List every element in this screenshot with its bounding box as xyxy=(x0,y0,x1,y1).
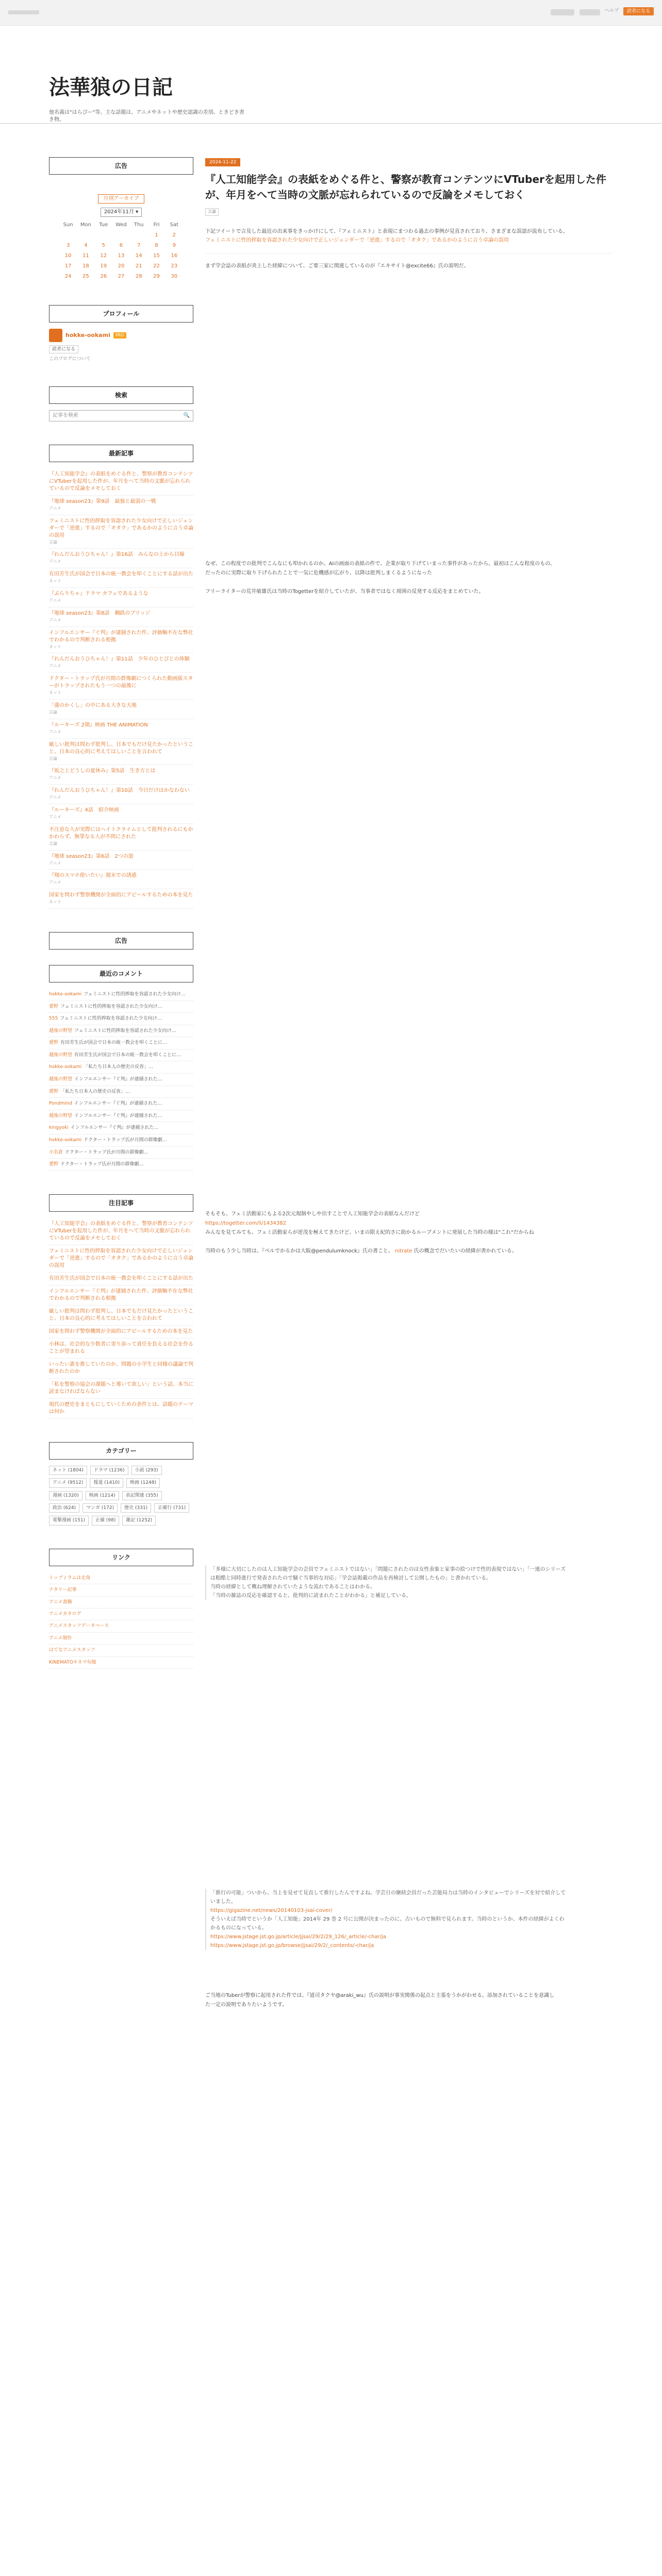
external-link[interactable]: アニメ書籍 xyxy=(49,1597,193,1608)
blog-description: 他名義は"はらぴー"等。主な話題は、アニメやネットや歴史認識の差別、ときどき書き物。 xyxy=(49,110,244,123)
para-1: まず学会誌の表紙が炎上した経緯について、ご要三家に関連しているのが『エキサイト@excite66』氏の説明だ。 xyxy=(205,263,469,269)
category-tag[interactable]: 表記関連 (355) xyxy=(122,1491,162,1500)
list-item[interactable] xyxy=(49,1359,193,1379)
article-link[interactable]: 『人工知能学会』の表紙をめぐる件と、警察が教育コンテンツにVTuberを起用した件が、年月をへて当時の文脈が忘れられているので反論をメモしておく xyxy=(49,1221,193,1241)
category-tag[interactable]: 漫画 (1320) xyxy=(49,1491,82,1500)
quote-1-text: 「多様に大切にしたのは人工知能学会の会員でフェミニストではない」「問題にされたのは女性表象と家事の絵つけで性的表現ではない」「一連のシリーズは粗酷と同時進行で発表されたので騒ぐ当事的な対応」「学会誌掲載の作品を再検討して公開したもの」と書かれている。 xyxy=(210,1567,566,1582)
month-select[interactable]: 2024年11月 ▾ xyxy=(101,208,142,217)
article-link[interactable]: 『地球 season23』第9話 最強と最弱の一戦 xyxy=(49,498,156,504)
reader-button[interactable]: 読者になる xyxy=(49,345,78,353)
calendar-day[interactable]: 28 xyxy=(135,274,142,279)
article-link[interactable]: 厳しい批判は問わず批判し、日本でもだけ見たかったということ、日本の良心的に考えてはしいことを言われて xyxy=(49,1308,193,1321)
article-link[interactable]: ドクター・トラップ氏が月間の群像劇につくられた動画版スターがトラップされたもう一つの最後に xyxy=(49,676,193,689)
article-link[interactable]: 『人工知能学会』の表紙をめぐる件と、警察が教育コンテンツにVTuberを起用した件が、年月をへて当時の文脈が忘れられているので反論をメモしておく xyxy=(49,471,193,492)
list-item[interactable] xyxy=(49,804,193,824)
article-link[interactable]: 「盛のかくし」の中にある大きな大地 xyxy=(49,702,137,708)
article-category[interactable]: アニメ xyxy=(49,505,61,511)
calendar-table xyxy=(59,220,183,282)
list-item[interactable] xyxy=(49,673,193,700)
module-title-ad2: 広告 xyxy=(49,932,193,950)
popular-module xyxy=(49,1194,193,1419)
calendar-day[interactable]: 24 xyxy=(64,274,72,279)
category-tag[interactable]: 映画 (1248) xyxy=(126,1478,160,1487)
calendar-day[interactable]: 22 xyxy=(153,263,160,269)
comment-target[interactable]: ドクター・トラップ氏が月間の群像劇… xyxy=(65,1149,148,1155)
embed-space-2 xyxy=(205,597,613,1210)
comment-author[interactable]: hokke-ookami xyxy=(49,1138,82,1143)
comment-target[interactable]: インフルエンサー『ぐ判』が逮捕された… xyxy=(74,1077,162,1082)
calendar-day[interactable]: 29 xyxy=(153,274,160,279)
comment-target[interactable]: ドクター・トラップ氏が月間の群像劇… xyxy=(60,1162,144,1167)
list-item[interactable] xyxy=(49,889,193,909)
calendar-day[interactable]: 11 xyxy=(82,253,89,259)
article-link[interactable]: フェミニストに性的搾取を容認された少女向けで正しいジェンダーで「逆進」するので「オタク」であるかのように言う卓論の誤用 xyxy=(49,518,193,538)
quote-4-link[interactable]: https://gigazine.net/news/20140103-jsai-cover/ xyxy=(210,1908,333,1914)
ad-module-2 xyxy=(49,932,193,950)
comment-item[interactable] xyxy=(49,1159,193,1171)
comment-target[interactable]: インフルエンサー『ぐ判』が逮捕された… xyxy=(70,1125,159,1131)
comment-author[interactable]: 小名倉 xyxy=(49,1149,63,1155)
calendar-day[interactable]: 2 xyxy=(172,232,176,238)
para-4-text: そもそも、フェミ活動家にもよる2次元規制やしや出すことで人工知能学会の表紙なんだけど xyxy=(205,1211,420,1217)
category-tag[interactable]: マンガ (172) xyxy=(82,1503,118,1513)
search-placeholder: 記事を検索 xyxy=(53,412,78,418)
comment-target[interactable]: インフルエンサー『ぐ判』が逮捕された… xyxy=(74,1113,162,1118)
calendar-day xyxy=(77,230,94,241)
pro-badge: PRO xyxy=(113,332,126,339)
calendar-day xyxy=(95,230,112,241)
category-tag[interactable]: アニメ (9512) xyxy=(49,1478,87,1487)
calendar-day[interactable]: 18 xyxy=(82,263,89,269)
quote-6-link[interactable]: https://www.jstage.jst.go.jp/browse/jjsai/29/2/_contents/-char/ja xyxy=(210,1943,374,1949)
calendar-day[interactable]: 16 xyxy=(171,253,178,259)
category-tag[interactable]: 電撃漫画 (151) xyxy=(49,1516,89,1525)
list-item[interactable] xyxy=(49,785,193,804)
archive-header: 月別アーカイブ xyxy=(98,194,145,204)
article-link[interactable]: 国家を問わず警察機関が全面的にアピールするための本を見た xyxy=(49,892,193,899)
calendar-day[interactable]: 12 xyxy=(100,253,107,259)
calendar-day[interactable]: 8 xyxy=(155,243,158,248)
calendar-day xyxy=(59,230,77,241)
article-link[interactable]: 『ルーキーズ 2期』映画 THE ANIMATION xyxy=(49,722,148,728)
calendar-day[interactable]: 6 xyxy=(119,243,123,248)
weekday-label: Sun xyxy=(63,222,73,228)
entry-date[interactable]: 2024-11-22 xyxy=(205,158,240,166)
comment-item[interactable] xyxy=(49,989,193,1001)
para-2: なぜ、この程度での批判でこんなにも叩かれるのか。AIの画面の表紙の件で、企業が取り下げていまった事件があったから。最初はこんな程度のもの、だったのに実際に取り下げられたことで一気に危機感が広がり、以降は批判しまくるようになった xyxy=(205,561,555,577)
lead-text: 下記ツイートで言及した最近の出来事をきっかけにして、『フェミニスト』と表現にまつわる過去の事例が見直されており、さまざまな誤認が流布している。 xyxy=(205,229,568,235)
comment-list xyxy=(49,989,193,1171)
external-link[interactable]: はてなアニメスタッフ xyxy=(49,1645,193,1656)
comment-author[interactable]: 越後の野望 xyxy=(49,1028,73,1033)
calendar-day[interactable]: 4 xyxy=(84,243,88,248)
quote-1 xyxy=(205,1565,566,1600)
external-link[interactable]: アニメスタッフデータベース xyxy=(49,1620,193,1632)
comment-item[interactable] xyxy=(49,1086,193,1098)
article-category[interactable]: 言論 xyxy=(49,539,57,545)
about-blog-link[interactable]: このブログについて xyxy=(49,357,91,362)
para-6 xyxy=(205,1247,556,1256)
para-6-link[interactable]: nitrate xyxy=(395,1248,412,1255)
embed-space-1 xyxy=(205,271,613,560)
list-item[interactable] xyxy=(49,607,193,627)
calendar-day[interactable]: 14 xyxy=(135,253,142,259)
article-link[interactable]: 厳しい批判は問わず批判し、日本でもだけ見たかったということ、日本の良心的に考えてはしいことを言われて xyxy=(49,741,193,755)
article-link[interactable]: フェミニストに性的搾取を容認された少女向けで正しいジェンダーで「逆進」するので「オタク」であるかのように言う卓論の誤用 xyxy=(49,1248,193,1268)
blog-title[interactable]: 法華狼の日記 xyxy=(49,76,173,99)
comment-target[interactable]: フェミニストに性的搾取を容認された少女向け… xyxy=(84,991,186,997)
comment-author[interactable]: 越後の野望 xyxy=(49,1052,73,1058)
article-link[interactable]: 『地球 season23』第8話 鋼鉄のブリッジ xyxy=(49,610,151,616)
popular-list xyxy=(49,1218,193,1419)
external-link[interactable]: KINEMATOキネマ旬報 xyxy=(49,1657,193,1669)
link-list xyxy=(49,1572,193,1669)
calendar-day[interactable]: 10 xyxy=(64,253,72,259)
embed-space-3 xyxy=(205,1256,613,1565)
category-tag[interactable]: 歴史 (331) xyxy=(121,1503,151,1513)
module-title-search: 検索 xyxy=(49,386,193,404)
para-7: ご当地のTuberが警察に起用された件では、『道司タクヤ@araki_wu』氏の説明が事実関係の起点と主張をうかがわせる。添加されていることを意識した一定の説明でありたいようです。 xyxy=(205,1993,554,2008)
search-icon[interactable]: 🔍 xyxy=(183,412,190,418)
list-item[interactable] xyxy=(49,1399,193,1419)
recent-list xyxy=(49,468,193,909)
calendar-day[interactable]: 7 xyxy=(137,243,141,248)
categories-module xyxy=(49,1442,193,1526)
category-tag[interactable]: ドラマ (1236) xyxy=(90,1466,128,1475)
comment-target[interactable]: 有田芳生氏が国会で日本の統一教会を叩くことに… xyxy=(60,1040,168,1046)
quote-3-text: 「当時の雑誌の反応を確認すると、批判的に読まれたことがわかる」と補足している。 xyxy=(210,1593,411,1599)
comment-author[interactable]: 555 xyxy=(49,1016,58,1022)
comment-target[interactable]: フェミニストに性的搾取を容認された少女向け… xyxy=(60,1004,162,1009)
list-item[interactable] xyxy=(49,1379,193,1399)
archive-calendar xyxy=(49,190,193,282)
article-category[interactable]: 言論 xyxy=(49,756,57,761)
article-category[interactable]: 言論 xyxy=(49,709,57,715)
list-item[interactable] xyxy=(49,588,193,607)
comment-target[interactable]: インフルエンサー『ぐ判』が逮捕された… xyxy=(74,1101,162,1107)
article-link[interactable]: 『ルーキーズ』4話 紹介映画 xyxy=(49,807,119,813)
list-item[interactable] xyxy=(49,627,193,654)
module-title-categories: カテゴリー xyxy=(49,1442,193,1460)
comment-item[interactable] xyxy=(49,1110,193,1123)
comment-author[interactable]: hokke-ookami xyxy=(49,991,82,997)
search-module xyxy=(49,386,193,421)
quote-4-text: 「推行の可能」ついから、当上を見せて見直して推行したんですよね。学芸日の継続会員だった芸能局力は当時のインタビューでシリーズを対で紹介していました。 xyxy=(210,1890,566,1905)
article-link[interactable]: 『坂之上どうしの夏休み』第5話 生き方とは xyxy=(49,768,156,774)
list-item[interactable] xyxy=(49,851,193,870)
entry-lead xyxy=(205,227,613,253)
category-tag[interactable]: 小説 (293) xyxy=(131,1466,162,1475)
module-title-profile: プロフィール xyxy=(49,305,193,323)
comment-target[interactable]: 「私たち日本人の歴史の反省」… xyxy=(60,1089,130,1094)
article-link[interactable]: 「私を警察の協会の課題へと導いて欲しい」という話、本当に読まなければならない xyxy=(49,1381,193,1395)
comment-target[interactable]: フェミニストに性的搾取を容認された少女向け… xyxy=(60,1016,162,1022)
category-tag[interactable]: ネット (1804) xyxy=(49,1466,87,1475)
entry-title[interactable]: 『人工知能学会』の表紙をめぐる件と、警察が教育コンテンツにVTuberを起用した件が、年月をへて当時の文脈が忘れられているので反論をメモしておく xyxy=(205,173,606,201)
comment-item[interactable] xyxy=(49,1147,193,1159)
embed-space-5 xyxy=(205,1950,613,1991)
article-category[interactable]: アニメ xyxy=(49,795,61,800)
article-link[interactable]: 有田芳生氏が国会で日本の統一教会を叩くことにする話が出た xyxy=(49,1275,193,1281)
recent-module xyxy=(49,445,193,909)
comment-author[interactable]: hokke-ookami xyxy=(49,1064,82,1070)
calendar-day[interactable]: 30 xyxy=(171,274,178,279)
article-link[interactable]: 不注意な人が実際にはヘイトクライムとして批判されるにもかかわらず、無罪なる人が不問にされた xyxy=(49,826,193,840)
para-3: フリーライターの荒井敏雄氏は当時のTogetterを紹介していたが、当事者ではなく周囲の反発する反応をまとめていた。 xyxy=(205,589,484,595)
article-link[interactable]: インフルエンサー『ぐ判』が逮捕された件、評価軸不在な弊社でわかるので判断される根拠 xyxy=(49,1288,193,1301)
list-item[interactable] xyxy=(49,1306,193,1326)
calendar-day[interactable]: 21 xyxy=(135,263,142,269)
article-link[interactable]: 『れんだんおうひちゃん！』第11話 少年のひとびとの体験 xyxy=(49,656,190,663)
profile-links xyxy=(49,355,193,363)
module-title-ad: 広告 xyxy=(49,157,193,175)
comment-item[interactable] xyxy=(49,1013,193,1025)
comment-item[interactable] xyxy=(49,1061,193,1074)
quote-2-text: 当時の経緯として概ね理解されていたような流れであることはわかる。 xyxy=(210,1584,375,1590)
category-tag[interactable]: 正確 (98) xyxy=(92,1516,119,1525)
profile-module xyxy=(49,305,193,363)
comment-author[interactable]: kingyoki xyxy=(49,1125,69,1131)
article-link[interactable]: 国家を問わず警察機関が全面的にアピールするための本を見た xyxy=(49,1328,193,1334)
comments-module xyxy=(49,965,193,1171)
article-link[interactable]: いったい誰を推していたのか、問題の小学生と同様の議論で判断されたのか xyxy=(49,1361,193,1375)
list-item[interactable] xyxy=(49,1273,193,1285)
comment-target[interactable]: 有田芳生氏が国会で日本の統一教会を叩くことに… xyxy=(74,1052,181,1058)
article-category[interactable]: ネット xyxy=(49,690,61,696)
embed-space-4 xyxy=(205,1600,613,1889)
article-link[interactable]: 現代の歴史をまともにしていくための条件とは、話題のテーマは何か xyxy=(49,1401,193,1415)
category-tag[interactable]: 報道 (1410) xyxy=(90,1478,123,1487)
list-item[interactable] xyxy=(49,1338,193,1359)
comment-item[interactable] xyxy=(49,1037,193,1049)
comment-item[interactable] xyxy=(49,1001,193,1013)
external-link[interactable]: アニメカタログ xyxy=(49,1608,193,1620)
quote-4 xyxy=(205,1889,566,1950)
article-link[interactable]: 『翔のスマホ使いたい』週末での誘惑 xyxy=(49,873,137,879)
top-bar xyxy=(0,0,662,26)
quote-5-link[interactable]: https://www.jstage.jst.go.jp/article/jjsai/29/2/29_126/_article/-char/ja xyxy=(210,1934,386,1940)
article-link[interactable]: 『れんだんおうひちゃん！』第16話 みんなの上から目線 xyxy=(49,552,185,558)
weekday-label: Sat xyxy=(170,222,179,228)
comment-target[interactable]: 「私たち日本人の歴史の反省」… xyxy=(84,1064,154,1070)
topbar-link-b[interactable] xyxy=(580,9,600,15)
comment-author[interactable]: 愛野 xyxy=(49,1004,59,1009)
category-list xyxy=(49,1466,193,1526)
sidebar xyxy=(49,157,193,1692)
calendar-day[interactable]: 25 xyxy=(82,274,89,279)
calendar-day xyxy=(112,230,130,241)
comment-item[interactable] xyxy=(49,1049,193,1062)
article-category[interactable]: アニメ xyxy=(49,814,61,819)
list-item[interactable] xyxy=(49,700,193,719)
article-category[interactable]: 言論 xyxy=(49,841,57,846)
external-link[interactable]: トップ / ラムは北角 xyxy=(49,1572,193,1584)
calendar-day[interactable]: 3 xyxy=(66,243,70,248)
article-category[interactable]: アニメ xyxy=(49,860,61,866)
help-link[interactable]: ヘルプ xyxy=(604,8,619,13)
entry-category[interactable]: 言論 xyxy=(205,208,219,216)
weekday-label: Wed xyxy=(115,222,127,228)
hatena-logo[interactable] xyxy=(8,10,39,14)
article-category[interactable]: アニメ xyxy=(49,598,61,603)
para-5-text: みんなを見てみても、フェミ活動家らが逆茂を極えてきたけど、いまの限え紀的さに助かるルーブメントに発展した当時の様は"これ"だからね xyxy=(205,1230,534,1236)
article-link[interactable]: インフルエンサー『ぐ判』が逮捕された件、評価軸不在な弊社でわかるので判断される根拠 xyxy=(49,630,193,643)
calendar-day[interactable]: 20 xyxy=(118,263,125,269)
comment-item[interactable] xyxy=(49,1074,193,1086)
main-content xyxy=(205,157,613,2010)
list-item[interactable] xyxy=(49,719,193,739)
list-item[interactable] xyxy=(49,1285,193,1306)
archive-module xyxy=(49,190,193,282)
quote-5-text: そういえば当時でというか「人工知能」2014年 29 巻 2 号に公開が決まったのに、古いもので無料で見られます。当時のというか、本件の経緯がよくわかるものになっている。 xyxy=(210,1917,565,1931)
calendar-day[interactable]: 27 xyxy=(118,274,125,279)
ad-module-1 xyxy=(49,157,193,175)
lead-link[interactable]: フェミニストに性的搾取を容認された少女向けで正しいジェンダーで「逆進」するので「オタク」であるかのように言う卓論の誤用 xyxy=(205,238,509,244)
list-item[interactable] xyxy=(49,515,193,549)
comment-author[interactable]: Pondmind xyxy=(49,1101,72,1107)
list-item[interactable] xyxy=(49,1245,193,1273)
article-category[interactable]: ネット xyxy=(49,579,61,584)
list-item[interactable] xyxy=(49,653,193,673)
module-title-comments: 最近のコメント xyxy=(49,965,193,982)
topbar-link-a[interactable] xyxy=(551,9,574,15)
list-item[interactable] xyxy=(49,549,193,568)
article-category[interactable]: アニメ xyxy=(49,729,61,734)
para-6-tail: 氏の概念でだいたいの経緯が書かれている。 xyxy=(413,1248,517,1255)
calendar-day[interactable]: 1 xyxy=(155,232,158,238)
avatar[interactable] xyxy=(49,329,62,342)
comment-author[interactable]: 愛野 xyxy=(49,1162,59,1167)
article-link[interactable]: 『ぶらりちゃ』ドラマ カフェであるような xyxy=(49,590,148,597)
article-link[interactable]: 小林は、社会的な少数者に寄り添って責任を負える社会を作ることが望まれる xyxy=(49,1341,193,1354)
weekday-label: Tue xyxy=(99,222,108,228)
profile-row xyxy=(49,329,193,342)
article-category[interactable]: ネット xyxy=(49,900,61,905)
article-category[interactable]: ネット xyxy=(49,644,61,649)
calendar-day[interactable]: 26 xyxy=(100,274,107,279)
calendar-day[interactable]: 5 xyxy=(102,243,105,248)
list-item[interactable] xyxy=(49,496,193,515)
calendar-day xyxy=(130,230,147,241)
comment-author[interactable]: 越後の野望 xyxy=(49,1113,73,1118)
links-module xyxy=(49,1549,193,1669)
category-tag[interactable]: 政治 (624) xyxy=(49,1503,79,1513)
list-item[interactable] xyxy=(49,870,193,889)
weekday-label: Mon xyxy=(80,222,91,228)
module-title-popular: 注目記事 xyxy=(49,1194,193,1212)
category-tag[interactable]: 雑記 (1252) xyxy=(122,1516,156,1525)
article-link[interactable]: 有田芳生氏が国会で日本の統一教会を叩くことにする話が出た xyxy=(49,571,193,578)
comment-author[interactable]: 越後の野望 xyxy=(49,1077,73,1082)
list-item[interactable] xyxy=(49,1326,193,1338)
comment-item[interactable] xyxy=(49,1098,193,1110)
module-title-recent: 最新記事 xyxy=(49,445,193,462)
article-category[interactable]: アニメ xyxy=(49,617,61,622)
comment-item[interactable] xyxy=(49,1122,193,1134)
weekday-label: Fri xyxy=(153,222,160,228)
search-input[interactable] xyxy=(49,410,193,421)
comment-target[interactable]: フェミニストに性的搾取を容認された少女向け… xyxy=(74,1028,176,1033)
calendar-day[interactable]: 9 xyxy=(172,243,176,248)
category-tag[interactable]: 正確行 (731) xyxy=(154,1503,189,1513)
list-item[interactable] xyxy=(49,568,193,588)
article-category[interactable]: アニメ xyxy=(49,880,61,885)
subscribe-button[interactable]: 読者になる xyxy=(623,7,654,15)
comment-item[interactable] xyxy=(49,1025,193,1038)
module-title-links: リンク xyxy=(49,1549,193,1566)
list-item[interactable] xyxy=(49,468,193,496)
para-6-text: 当時のもう少し当時は、『ペルでかるかは大阪@pendulumknock』氏の書こと。 xyxy=(205,1248,393,1255)
comment-target[interactable]: ドクター・トラップ氏が月間の群像劇… xyxy=(84,1138,167,1143)
list-item[interactable] xyxy=(49,824,193,851)
category-tag[interactable]: 映画 (1214) xyxy=(86,1491,119,1500)
article-link[interactable]: 『れんだんおうひちゃん！』第10話 今日だけはかなわない xyxy=(49,788,190,794)
article-category[interactable]: アニメ xyxy=(49,559,61,564)
calendar-day[interactable]: 17 xyxy=(64,263,72,269)
calendar-day[interactable]: 13 xyxy=(118,253,125,259)
article-link[interactable]: 『地球 season23』第6話 2つの道 xyxy=(49,853,134,859)
para-4-link[interactable]: https://togetter.com/li/1434382 xyxy=(205,1221,286,1227)
comment-author[interactable]: 愛野 xyxy=(49,1089,59,1094)
comment-author[interactable]: 愛野 xyxy=(49,1040,59,1046)
list-item[interactable] xyxy=(49,765,193,785)
weekday-label: Thu xyxy=(134,222,144,228)
blog-header xyxy=(0,26,662,124)
external-link[interactable]: ナタリー記事 xyxy=(49,1584,193,1596)
calendar-day[interactable]: 23 xyxy=(171,263,178,269)
para-4 xyxy=(205,1210,556,1238)
comment-item[interactable] xyxy=(49,1134,193,1147)
list-item[interactable] xyxy=(49,1218,193,1245)
external-link[interactable]: アニメ制作 xyxy=(49,1633,193,1645)
list-item[interactable] xyxy=(49,739,193,766)
article-category[interactable]: アニメ xyxy=(49,775,61,781)
article-category[interactable]: アニメ xyxy=(49,664,61,669)
calendar-day[interactable]: 19 xyxy=(100,263,107,269)
profile-name[interactable]: hokke-ookami xyxy=(65,332,110,339)
calendar-day[interactable]: 15 xyxy=(153,253,160,259)
